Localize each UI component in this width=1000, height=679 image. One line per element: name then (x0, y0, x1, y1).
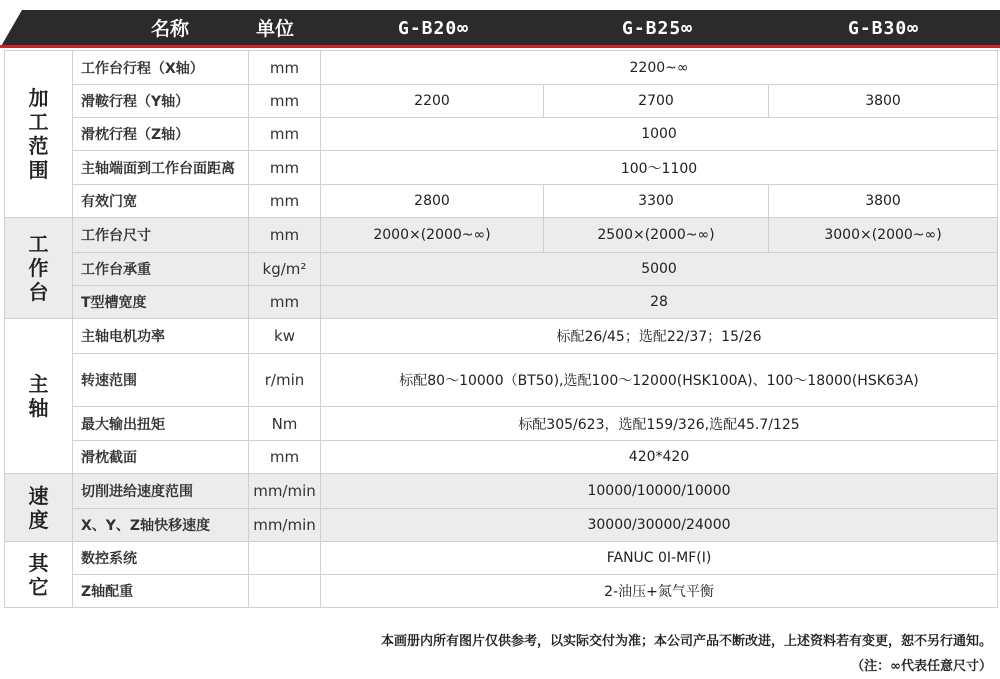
row-value-model-3: 3800 (769, 185, 998, 218)
row-value: 标配305/623，选配159/326,选配45.7/125 (321, 407, 998, 441)
row-value: 标配26/45；选配22/37；15/26 (321, 319, 998, 354)
table-row (5, 542, 998, 575)
row-value-model-2: 2700 (544, 85, 769, 118)
table-row (5, 441, 998, 474)
row-unit: mm (249, 218, 321, 253)
row-value: 100～1100 (321, 151, 998, 185)
header-model-1: G-B20∞ (397, 18, 470, 39)
header-unit: 单位 (255, 18, 294, 40)
header-model-3: G-B30∞ (847, 18, 920, 39)
row-value: 28 (321, 286, 998, 319)
row-unit: mm (249, 51, 321, 85)
row-name: 主轴电机功率 (73, 319, 249, 354)
row-unit (249, 542, 321, 575)
row-unit: mm/min (249, 474, 321, 509)
row-unit: mm (249, 118, 321, 151)
table-row (5, 118, 998, 151)
row-value: 420*420 (321, 441, 998, 474)
row-name: 主轴端面到工作台面距离 (73, 151, 249, 185)
disclaimer-text: 本画册内所有图片仅供参考，以实际交付为准；本公司产品不断改进，上述资料若有变更，恕不另行通知。 (380, 634, 992, 649)
table-row (5, 185, 998, 218)
row-name: X、Y、Z轴快移速度 (73, 509, 249, 542)
row-unit: r/min (249, 354, 321, 407)
row-value-model-1: 2800 (321, 185, 544, 218)
row-unit: mm (249, 151, 321, 185)
table-row (5, 51, 998, 85)
row-value: 2-油压+氮气平衡 (321, 575, 998, 608)
row-value-model-3: 3800 (769, 85, 998, 118)
table-row (5, 575, 998, 608)
row-name: Z轴配重 (73, 575, 249, 608)
table-row (5, 151, 998, 185)
table-row (5, 407, 998, 441)
infinity-note: （注：∞代表任意尺寸） (851, 659, 992, 674)
row-value: 30000/30000/24000 (321, 509, 998, 542)
row-value-model-1: 2200 (321, 85, 544, 118)
row-name: 切削进给速度范围 (73, 474, 249, 509)
row-unit: Nm (249, 407, 321, 441)
row-name: 工作台承重 (73, 253, 249, 286)
row-name: 最大输出扭矩 (73, 407, 249, 441)
row-unit: mm (249, 85, 321, 118)
group-label-worktable: 工作台 (5, 218, 73, 319)
row-value-model-1: 2000×(2000~∞) (321, 218, 544, 253)
row-value: 5000 (321, 253, 998, 286)
row-value-model-2: 2500×(2000~∞) (544, 218, 769, 253)
row-value: 2200~∞ (321, 51, 998, 85)
group-label-machining-range: 加工范围 (5, 51, 73, 218)
row-name: 滑枕截面 (73, 441, 249, 474)
table-row (5, 218, 998, 253)
row-value: FANUC 0I-MF(I) (321, 542, 998, 575)
row-name: 滑鞍行程（Y轴） (73, 85, 249, 118)
spec-table (4, 50, 998, 608)
row-unit: mm/min (249, 509, 321, 542)
row-unit: kg/m² (249, 253, 321, 286)
group-label-spindle: 主轴 (5, 319, 73, 474)
row-value-model-2: 3300 (544, 185, 769, 218)
header-name: 名称 (150, 18, 189, 40)
row-name: 滑枕行程（Z轴） (73, 118, 249, 151)
group-label-speed: 速度 (5, 474, 73, 542)
row-name: 工作台尺寸 (73, 218, 249, 253)
table-row (5, 354, 998, 407)
row-name: 工作台行程（X轴） (73, 51, 249, 85)
row-value: 1000 (321, 118, 998, 151)
row-unit: kw (249, 319, 321, 354)
row-unit: mm (249, 185, 321, 218)
table-row (5, 509, 998, 542)
table-row (5, 474, 998, 509)
table-row (5, 85, 998, 118)
row-unit: mm (249, 441, 321, 474)
row-name: 数控系统 (73, 542, 249, 575)
row-name: 转速范围 (73, 354, 249, 407)
table-row (5, 286, 998, 319)
header-model-2: G-B25∞ (621, 18, 694, 39)
row-name: 有效门宽 (73, 185, 249, 218)
row-value-model-3: 3000×(2000~∞) (769, 218, 998, 253)
table-row (5, 253, 998, 286)
row-value: 标配80～10000（BT50),选配100～12000(HSK100A)、100～18000(HSK63A) (321, 354, 998, 407)
row-unit: mm (249, 286, 321, 319)
row-value: 10000/10000/10000 (321, 474, 998, 509)
table-row (5, 319, 998, 354)
table-header (0, 10, 1000, 48)
row-name: T型槽宽度 (73, 286, 249, 319)
group-label-other: 其它 (5, 542, 73, 608)
row-unit (249, 575, 321, 608)
